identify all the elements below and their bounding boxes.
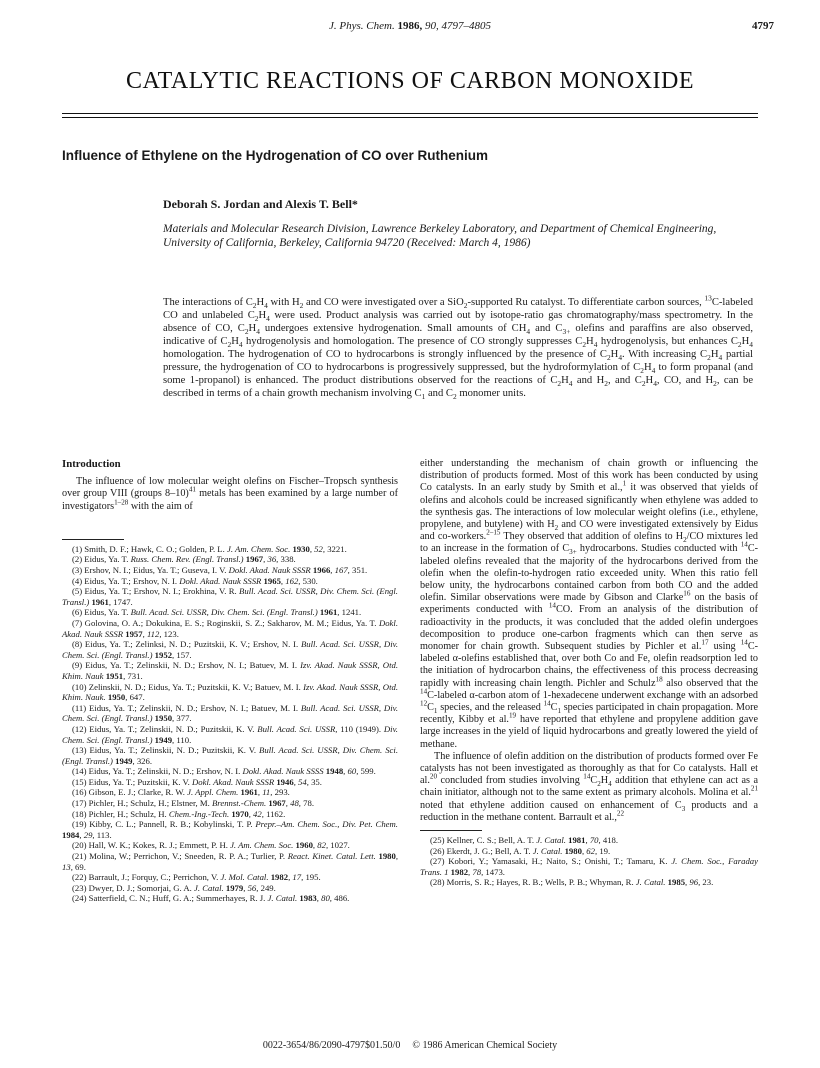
section-title: CATALYTIC REACTIONS OF CARBON MONOXIDE — [125, 68, 695, 94]
body-paragraph: The influence of olefin addition on the distribution of products formed over Fe catalysts has not been investigated as thoroughly as that for Co catalysts. Hall et al.$^{20}$ concluded from studies involving $^{14}C_2H_4$ addition that ethylene can act as a chain initiator, although not to the same extent as primary alcohols. Molina et al.$^{21}$ noted that ethylene addition caused on enhancement of $C_3$ products and a reduction in the methane content. Barrault et al.,$^{22}$ — [420, 750, 758, 823]
top-rule-2 — [62, 117, 758, 118]
page-number: 4797 — [752, 20, 774, 32]
top-rule — [62, 113, 758, 114]
abstract: The interactions of $C_2H_4$ with $H_2$ and CO were investigated over a SiO$_2$-supported Ru catalyst. To differentiate carbon sources, $^{13}$C-labeled CO and unlabeled $C_2H_4$ were used. Product analysis was carried out by isotope-ratio gas chromatography/mass spectrometry. In the absence of CO, $C_2H_4$ undergoes extensive hydrogenation. Small amounts of $CH_4$ and $C_{3+}$ olefins and paraffins are also observed, indicative of $C_2H_4$ hydrogenolysis and homologation. The presence of CO strongly suppresses $C_2H_4$ hydrogenolysis, but enhances $C_2H_4$ homologation. The hydrogenation of CO to hydrocarbons is strongly influenced by the presence of $C_2H_4$. With increasing $C_2H_4$ partial pressure, the hydrogenation of CO to hydrocarbons is progressively suppressed, but the hydroformylation of $C_2H_4$ to form propanal (and some 1-propanol) is enhanced. The product distributions observed for the reactions of $C_2H_4$ and $H_2$, and $C_2H_4$, CO, and $H_2$, can be described in terms of a chain growth mechanism involving $C_1$ and $C_2$ monomer units. — [163, 293, 754, 402]
running-head — [0, 20, 820, 32]
footer-code: 0022-3654/86/2090-4797$01.50/0 — [262, 1040, 401, 1051]
page-footer — [0, 1040, 820, 1051]
journal-name: J. Phys. Chem. — [329, 20, 395, 32]
intro-paragraph: The influence of low molecular weight olefins on Fischer–Tropsch synthesis over group VIII (groups 8–10)$^{41}$ metals has been examined by a large number of investigators$^{1-28}$ with the aim of — [62, 476, 398, 512]
footnote-rule-right — [420, 830, 482, 831]
intro-paragraph-continued: either understanding the mechanism of chain growth or influencing the distribution of products formed. Most of this work has been conducted by using Co catalysts. In an early study by Smith et al.,$^1$ it was observed that yields of olefins and alcohols could be increased significantly when ethylene was added to the synthesis gas. The interactions of low molecular weight olefins (i.e., ethylene, propylene, and butylene) with $H_2$ and CO were investigated extensively by Eidus and co-workers.$^{2-15}$ They observed that addition of olefins to $H_2/CO$ mixtures led to an increase in the formation of $C_{3+}$ hydrocarbons. Studies conducted with $^{14}$C-labeled olefins revealed that the majority of the hydrocarbons derived from the olefin when the olefin-to-hydrogen ratio exceeded unity. When this ratio fell below unity, the hydrocarbons contained carbon from both CO and the added olefin. Similar observations were made by Gibson and Clarke$^{16}$ on the basis of experiments conducted with $^{14}$CO. From an analysis of the distribution of radioactivity in the products, it was concluded that the added olefin undergoes decomposition to produce one-carbon fragments which can then serve as monomer for chain growth. Subsequent studies by Pichler et al.$^{17}$ using $^{14}$C-labeled α-olefins established that, over both Co and Fe, olefin readsorption led to the initiation of hydrocarbon chains, the effectiveness of this process decreasing rapidly with increasing chain length. Pichler and Schulz$^{18}$ also observed that the $^{14}$C-labeled α-carbon atom of 1-hexadecene underwent exchange with an adsorbed $^{12}C_1$ species, and the released $^{14}C_1$ species participated in chain propagation. More recently, Kibby et al.$^{19}$ have reported that ethylene and propylene addition gave large increases in the yield of liquid hydrocarbons and greatly lowered the yield of methane. — [420, 458, 759, 750]
footnote-rule — [62, 539, 124, 540]
footer-copyright: © 1986 American Chemical Society — [412, 1040, 558, 1051]
reference-list-right: (25) Kellner, C. S.; Bell, A. T. J. Catal. 1981, 70, 418. (26) Ekerdt, J. G.; Bell, A. T. J. Catal. 1980, 62, 19. (27) Kobori, Y.; Yamasaki, H.; Naito, S.; Onishi, T.; Tamaru, K. J. Chem. Soc., Faraday Trans. 1 1982, 78, 1473. (28) Morris, S. R.; Hayes, R. B.; Wells, P. B.; Whyman, R. J. Catal. 1985, 96, 23. — [420, 835, 759, 888]
right-column — [420, 458, 758, 888]
left-column — [62, 458, 398, 904]
journal-volume-pages: 90, 4797–4805 — [424, 20, 491, 32]
journal-year: 1986, — [397, 20, 423, 32]
paper-title: Influence of Ethylene on the Hydrogenation of CO over Ruthenium — [62, 148, 489, 163]
introduction-heading: Introduction — [62, 458, 121, 470]
affiliation: Materials and Molecular Research Division, Lawrence Berkeley Laboratory, and Department of Chemical Engineering, University of California, Berkeley, California 94720 (Received: March 4, 1986) — [163, 223, 717, 249]
authors: Deborah S. Jordan and Alexis T. Bell* — [163, 197, 358, 211]
reference-list-left: (1) Smith, D. F.; Hawk, C. O.; Golden, P. L. J. Am. Chem. Soc. 1930, 52, 3221. (2) Eidus, Ya. T. Russ. Chem. Rev. (Engl. Transl.) 1967, 36, 338. (3) Ershov, N. I.; Eidus, Ya. T.; Guseva, I. V. Dokl. Akad. Nauk SSSR 1966, 167, 351. (4) Eidus, Ya. T.; Ershov, N. I. Dokl. Akad. Nauk SSSR 1965, 162, 530. (5) Eidus, Ya. T.; Ershov, N. I.; Erokhina, V. R. Bull. Acad. Sci. USSR, Div. Chem. Sci. (Engl. Transl.) 1961, 1747. (6) Eidus, Ya. T. Bull. Acad. Sci. USSR, Div. Chem. Sci. (Engl. Transl.) 1961, 1241. (7) Golovina, O. A.; Dokukina, E. S.; Roginskii, S. Z.; Sakharov, M. M.; Eidus, Ya. T. Dokl. Akad. Nauk SSSR 1957, 112, 123. (8) Eidus, Ya. T.; Zelinksi, N. D.; Puzitskii, K. V.; Ershov, N. I. Bull. Acad. Sci. USSR, Div. Chem. Sci. (Engl. Transl.) 1952, 157. (9) Eidus, Ya. T.; Zelinskii, N. D.; Ershov, N. I.; Batuev, M. I. Izv. Akad. Nauk SSSR, Otd. Khim. Nauk 1951, 731. (10) Zelinskii, N. D.; Eidus, Ya. T.; Puzitskii, K. V.; Batuev, M. I. Izv. Akad. Nauk SSSR, Otd. Khim. Nauk. 1950, 647. (11) Eidus, Ya. T.; Zelinskii, N. D.; Ershov, N. I.; Batuev, M. I. Bull. Acad. Sci. USSR, Div. Chem. Sci. (Engl. Transl.) 1950, 377. (12) Eidus, Ya. T.; Zelinskii, N. D.; Puzitskii, K. V. Bull. Acad. Sci. USSR, 110 (1949). Div. Chem. Sci. (Engl. Transl.) 1949, 110. (13) Eidus, Ya. T.; Zelinskii, N. D.; Puzitskii, K. V. Bull. Acad. Sci. USSR, Div. Chem. Sci. (Engl. Transl.) 1949, 326. (14) Eidus, Ya. T.; Zelinskii, N. D.; Ershov, N. I. Dokl. Akad. Nauk SSSS 1948, 60, 599. (15) Eidus, Ya. T.; Puzitskii, K. V. Dokl. Akad. Nauk SSSR 1946, 54, 35. (16) Gibson, E. J.; Clarke, R. W. J. Appl. Chem. 1961, 11, 293. (17) Pichler, H.; Schulz, H.; Elstner, M. Brennst.-Chem. 1967, 48, 78. (18) Pichler, H.; Schulz, H. Chem.-Ing.-Tech. 1970, 42, 1162. (19) Kibby, C. L.; Pannell, R. B.; Kobylinski, T. P. Prepr.–Am. Chem. Soc., Div. Pet. Chem. 1984, 29, 113. (20) Hall, W. K.; Kokes, R. J.; Emmett, P. H. J. Am. Chem. Soc. 1960, 82, 1027. (21) Molina, W.; Perrichon, V.; Sneeden, R. P. A.; Turlier, P. React. Kinet. Catal. Lett. 1980, 13, 69. (22) Barrault, J.; Forquy, C.; Perrichon, V. J. Mol. Catal. 1982, 17, 195. (23) Dwyer, D. J.; Somorjai, G. A. J. Catal. 1979, 56, 249. (24) Satterfield, C. N.; Huff, G. A.; Summerhayes, R. J. J. Catal. 1983, 80, 486. — [62, 543, 399, 904]
